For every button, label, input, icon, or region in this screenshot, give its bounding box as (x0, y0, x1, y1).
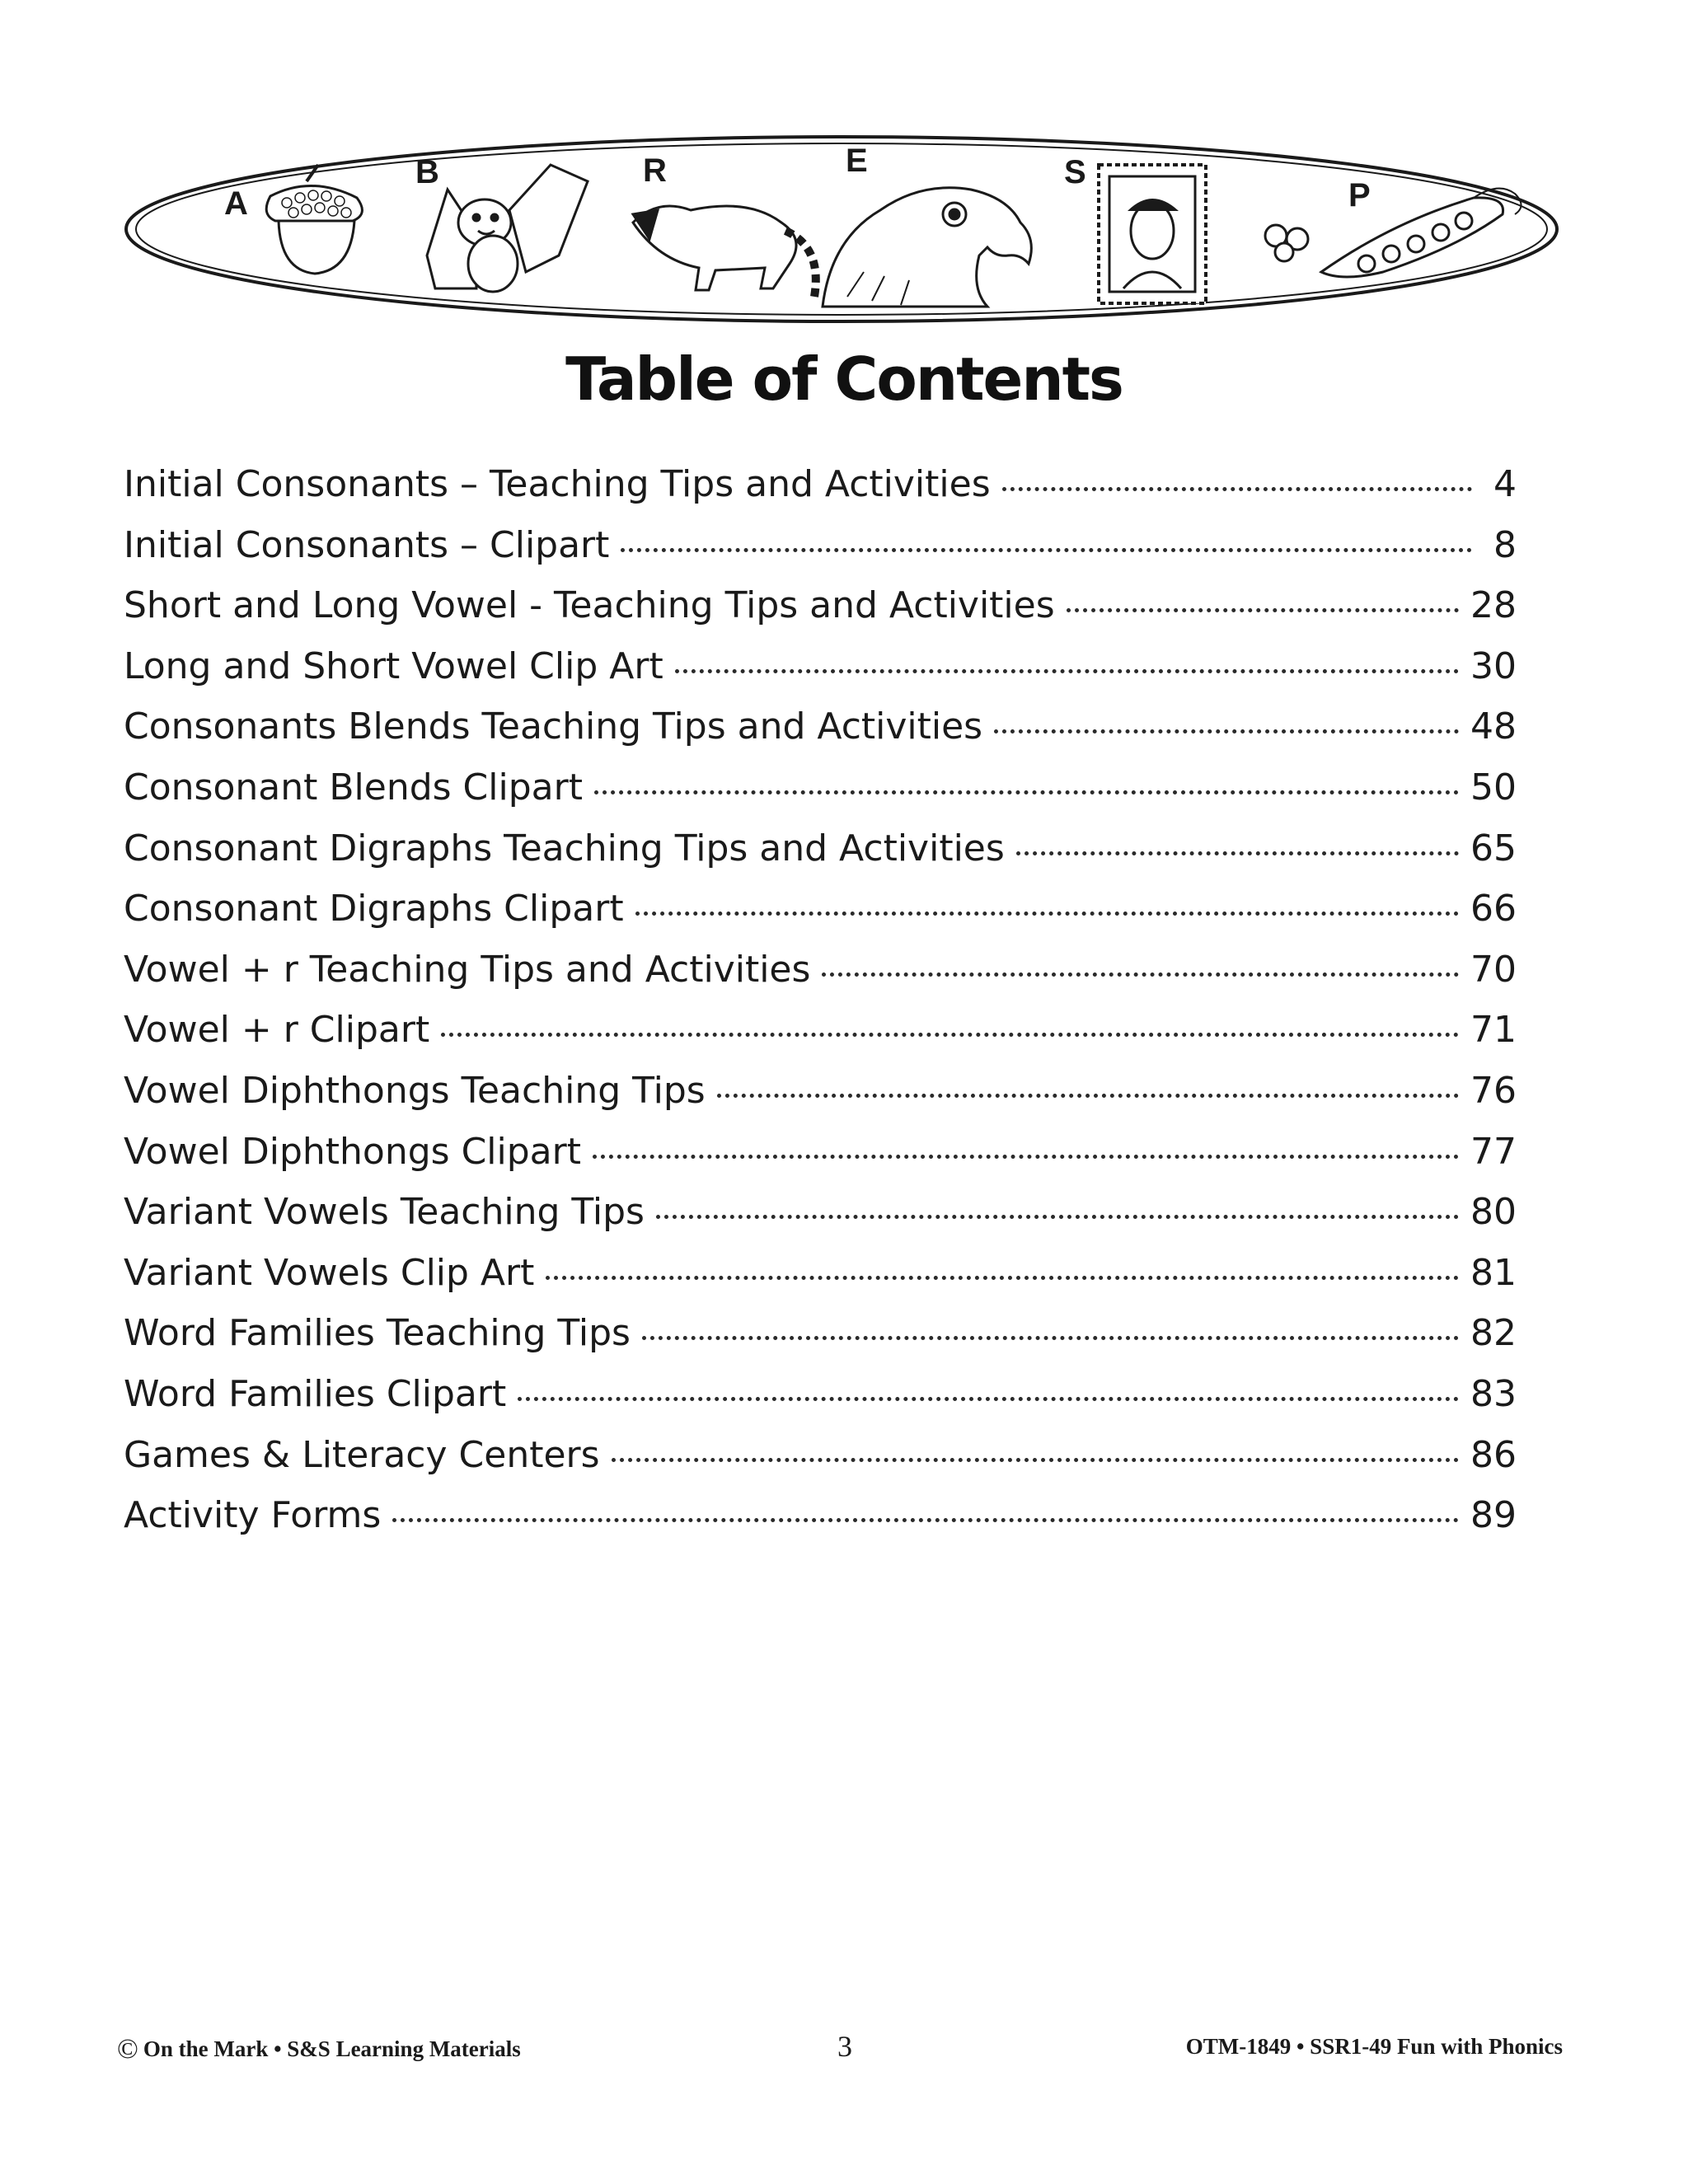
toc-entry-title: Variant Vowels Teaching Tips (124, 1191, 645, 1234)
dot-leader (593, 1155, 1459, 1159)
publisher-text: On the Mark • S&S Learning Materials (143, 2036, 521, 2061)
peapod-icon (1265, 189, 1522, 277)
banner-letter-s: S (1064, 154, 1086, 190)
toc-entry-title: Consonants Blends Teaching Tips and Activities (124, 705, 983, 748)
toc-entry-title: Short and Long Vowel - Teaching Tips and Activities (124, 584, 1055, 627)
toc-entry (124, 1009, 1517, 1070)
dot-leader (612, 1458, 1459, 1462)
toc-entry-title: Consonant Digraphs Clipart (124, 888, 624, 930)
toc-entry-page: 8 (1493, 523, 1517, 566)
toc-entry (124, 1191, 1517, 1252)
toc-entry-title: Word Families Teaching Tips (124, 1312, 631, 1355)
toc-entry (124, 1070, 1517, 1131)
table-of-contents (124, 463, 1517, 1555)
toc-entry (124, 1494, 1517, 1555)
toc-entry-page: 86 (1470, 1433, 1517, 1476)
toc-entry-title: Consonant Blends Clipart (124, 766, 583, 808)
toc-entry-page: 30 (1470, 644, 1517, 687)
dot-leader (642, 1336, 1459, 1340)
toc-entry-title: Variant Vowels Clip Art (124, 1251, 535, 1294)
dot-leader (675, 669, 1459, 673)
toc-entry (124, 1434, 1517, 1495)
toc-entry (124, 1252, 1517, 1313)
toc-entry-page: 4 (1493, 463, 1517, 505)
toc-entry (124, 1373, 1517, 1434)
banner-letter-b: B (415, 154, 439, 190)
toc-entry-title: Long and Short Vowel Clip Art (124, 644, 663, 687)
dot-leader (441, 1033, 1459, 1037)
page-title: Table of Contents (565, 344, 1123, 414)
toc-entry-page: 71 (1470, 1009, 1517, 1052)
toc-entry (124, 463, 1517, 524)
toc-entry-title: Activity Forms (124, 1494, 382, 1537)
dot-leader (1016, 851, 1459, 855)
toc-entry-title: Vowel Diphthongs Clipart (124, 1130, 581, 1173)
toc-entry-page: 76 (1470, 1069, 1517, 1112)
dot-leader (1002, 487, 1472, 491)
dot-leader (1067, 608, 1459, 612)
toc-entry-page: 50 (1470, 766, 1517, 808)
toc-entry-title: Word Families Clipart (124, 1372, 507, 1415)
toc-entry-title: Initial Consonants – Clipart (124, 523, 610, 566)
toc-entry (124, 1131, 1517, 1192)
toc-entry (124, 766, 1517, 827)
copyright-icon: © (117, 2034, 138, 2064)
acorn-icon (266, 165, 362, 274)
dot-leader (635, 912, 1459, 916)
dot-leader (392, 1518, 1459, 1522)
toc-entry (124, 705, 1517, 766)
footer-publisher (117, 2034, 521, 2065)
dot-leader (656, 1215, 1459, 1219)
toc-entry-page: 82 (1470, 1312, 1517, 1355)
toc-entry (124, 827, 1517, 888)
toc-entry-page: 83 (1470, 1372, 1517, 1415)
banner-letter-p: P (1348, 177, 1371, 213)
toc-entry-page: 77 (1470, 1130, 1517, 1173)
banner-letter-a: A (224, 185, 248, 222)
toc-entry-title: Initial Consonants – Teaching Tips and Activities (124, 463, 991, 505)
toc-entry (124, 949, 1517, 1010)
dot-leader (594, 790, 1459, 794)
bat-icon (427, 165, 588, 292)
banner-letter-r: R (643, 152, 667, 189)
toc-entry-page: 48 (1470, 705, 1517, 748)
toc-entry-title: Consonant Digraphs Teaching Tips and Activities (124, 827, 1005, 869)
banner-letter-e: E (846, 143, 868, 179)
toc-entry-title: Vowel Diphthongs Teaching Tips (124, 1069, 706, 1112)
page-number: 3 (837, 2030, 852, 2063)
toc-entry-title: Games & Literacy Centers (124, 1433, 600, 1476)
toc-entry-page: 70 (1470, 948, 1517, 991)
dot-leader (822, 972, 1459, 977)
dot-leader (518, 1397, 1459, 1401)
toc-entry-title: Vowel + r Clipart (124, 1009, 430, 1052)
footer-product: OTM-1849 • SSR1-49 Fun with Phonics (1185, 2034, 1563, 2059)
toc-entry-title: Vowel + r Teaching Tips and Activities (124, 948, 811, 991)
toc-entry (124, 584, 1517, 645)
dot-leader (994, 729, 1459, 733)
toc-entry-page: 66 (1470, 888, 1517, 930)
toc-entry-page: 28 (1470, 584, 1517, 627)
alphabet-banner (122, 132, 1561, 330)
toc-entry-page: 89 (1470, 1494, 1517, 1537)
toc-entry (124, 645, 1517, 706)
toc-entry-page: 65 (1470, 827, 1517, 869)
toc-entry (124, 888, 1517, 949)
dot-leader (717, 1094, 1459, 1098)
toc-entry-page: 81 (1470, 1251, 1517, 1294)
toc-entry-page: 80 (1470, 1191, 1517, 1234)
stamp-icon (1099, 165, 1206, 303)
dot-leader (621, 548, 1472, 552)
toc-entry (124, 524, 1517, 585)
dot-leader (546, 1276, 1459, 1280)
eagle-icon (823, 188, 1031, 307)
toc-entry (124, 1312, 1517, 1373)
raccoon-icon (633, 206, 816, 297)
